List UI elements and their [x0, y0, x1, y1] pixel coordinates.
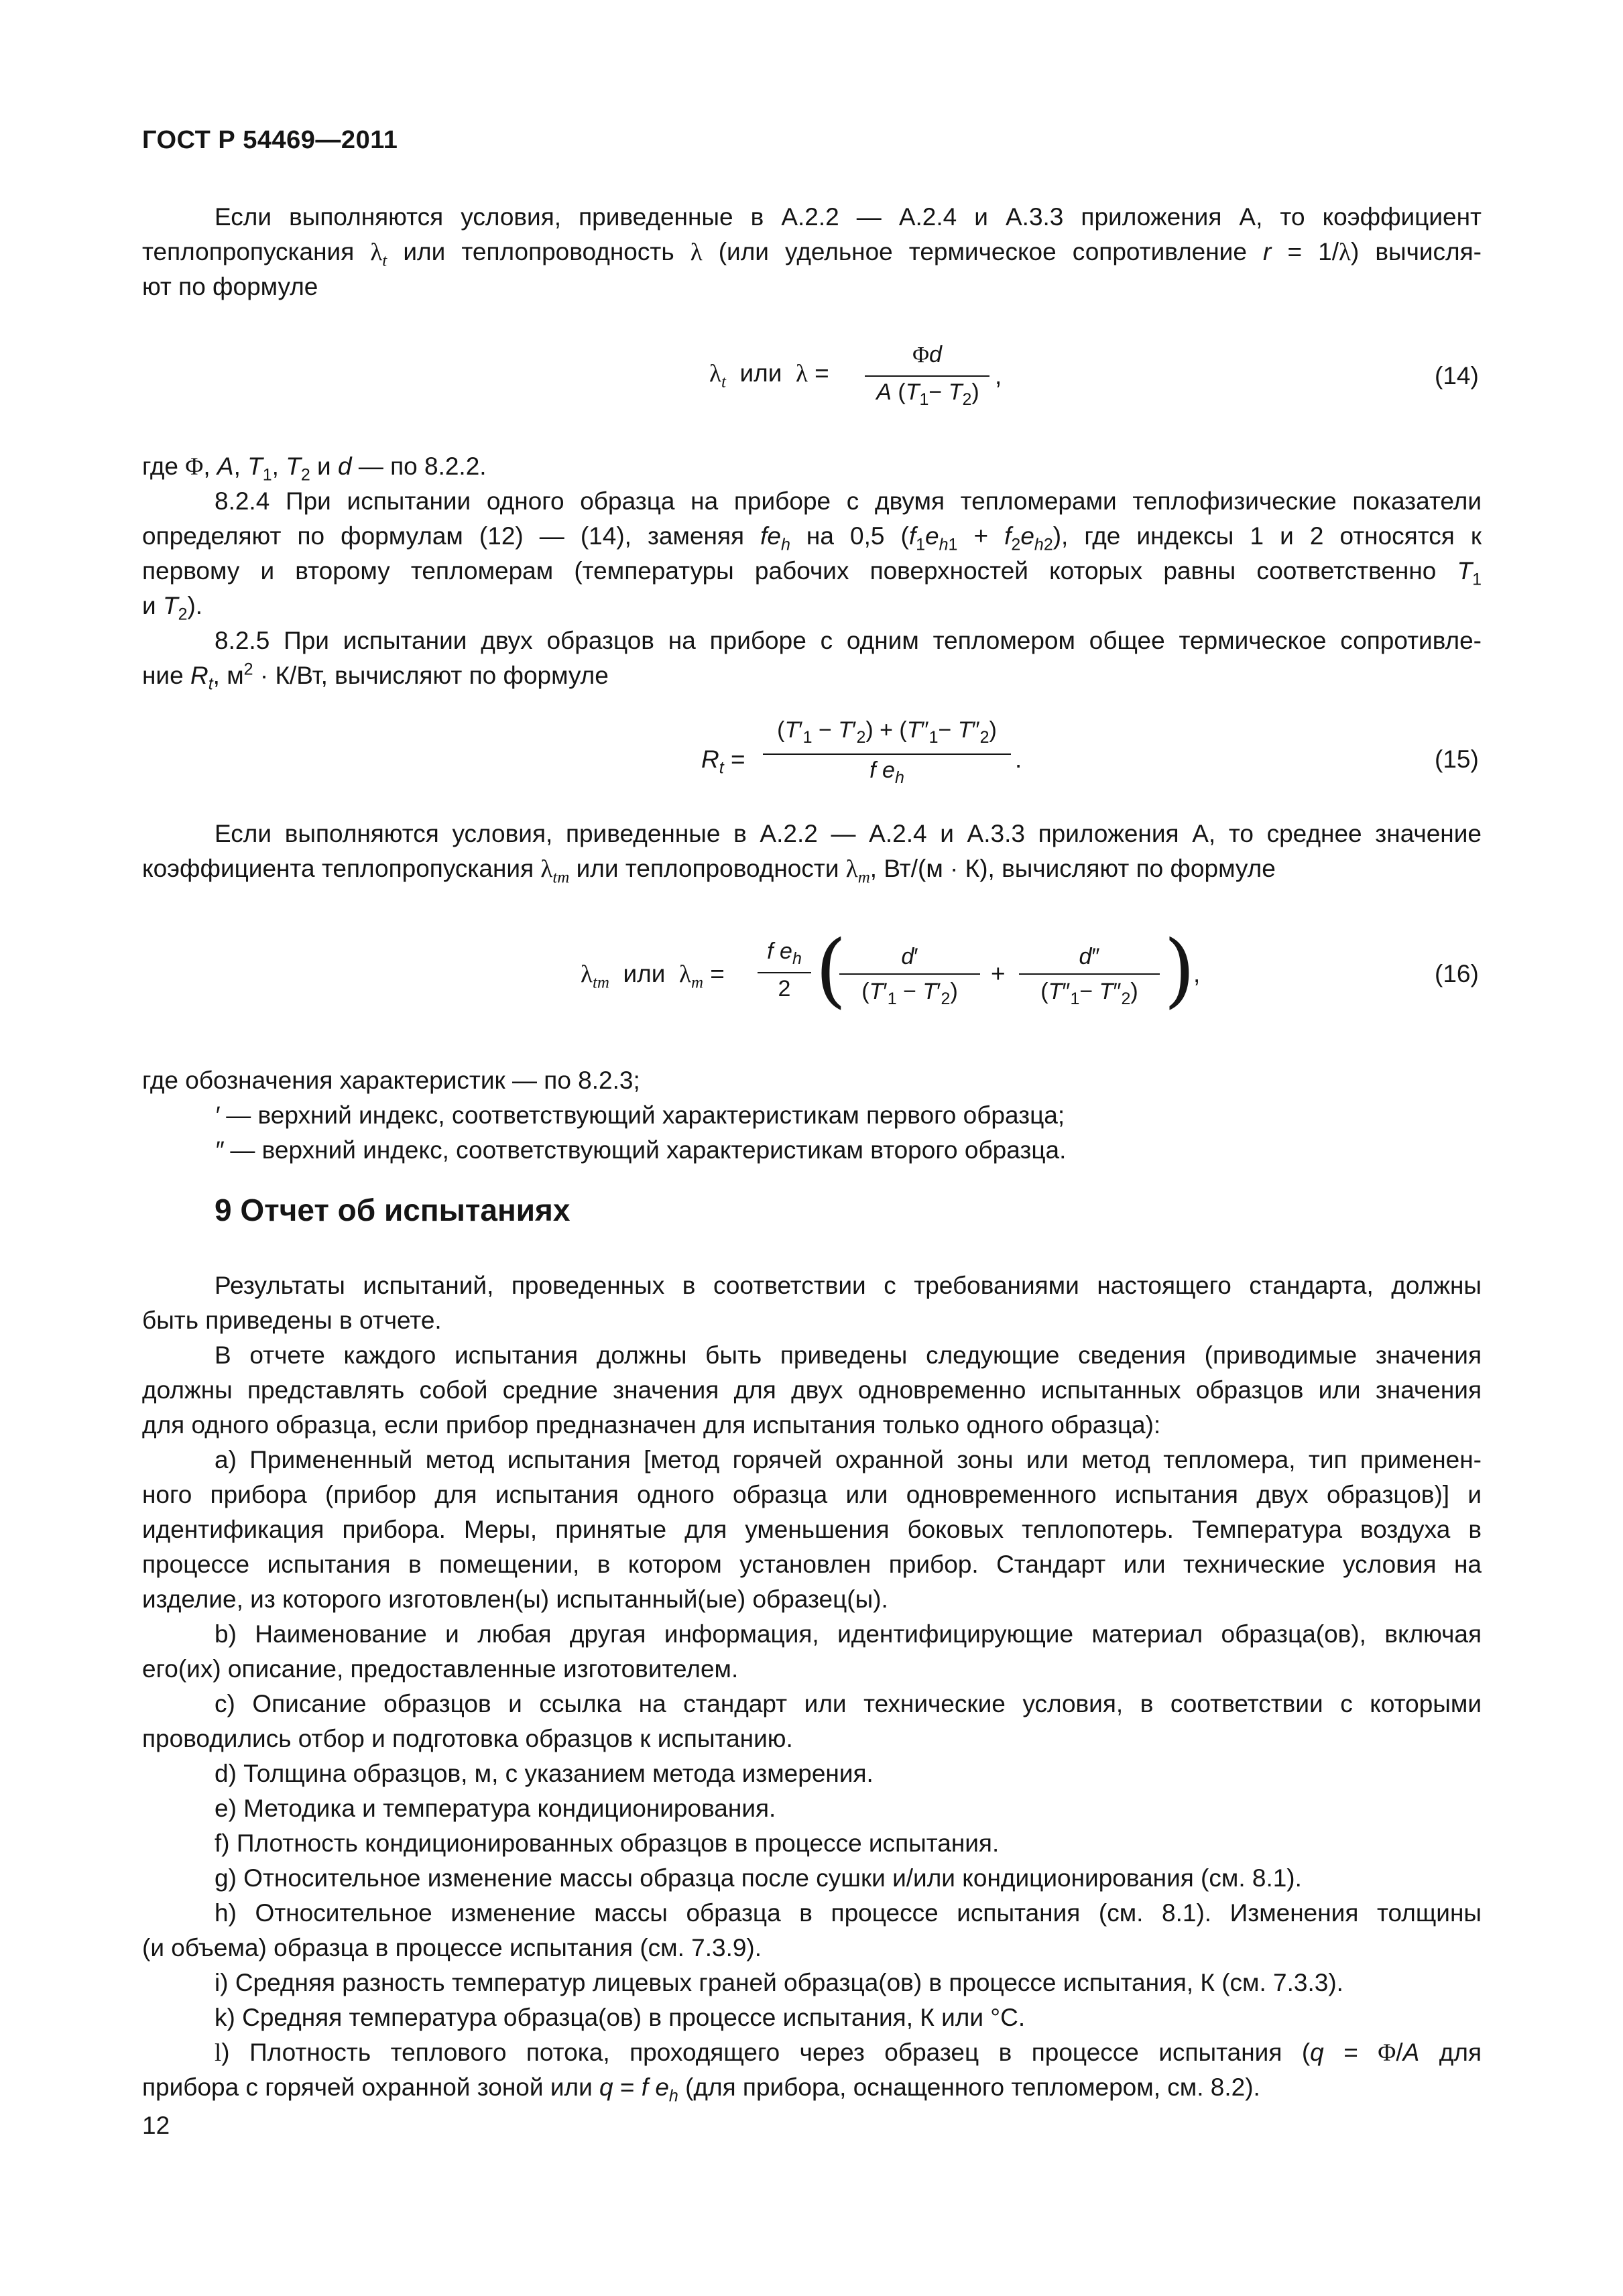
paragraph-line: ного прибора (прибор для испытания одного образца или одновременного испытания двух образцов)] и [142, 1481, 1482, 1508]
paragraph-line: коэффициента теплопропускания $\lambda_{tm}$ или теплопроводности $\lambda_m$, Вт/(м · К), вычисляют по формуле [142, 855, 1276, 887]
left-paren: ( [815, 924, 847, 1017]
plus-sign: + [991, 960, 1006, 987]
paragraph-line: для одного образца, если прибор предназначен для испытания только одного образца): [142, 1411, 1161, 1439]
list-item-l: l) Плотность теплового потока, проходящего через образец в процессе испытания (q = Φ/A для [215, 2039, 1482, 2067]
paragraph-line: где обозначения характеристик — по 8.2.3; [142, 1067, 640, 1094]
formula-16: $\lambda_{tm}$ или $\lambda_m$ = [581, 960, 725, 992]
formula-15-period: . [1015, 745, 1022, 773]
fraction-bar [758, 972, 811, 973]
paragraph-line: первому и второму тепломерам (температуры рабочих поверхностей которых равны соответственно $T_1$ [142, 557, 1482, 589]
section-heading: 9 Отчет об испытаниях [215, 1193, 570, 1227]
paragraph-line: где Φ, A, $T_1$, $T_2$ и d — по 8.2.2. [142, 452, 487, 485]
equation-number: (15) [1435, 745, 1479, 773]
equation-number: (14) [1435, 362, 1479, 389]
formula-14-comma: , [995, 362, 1002, 389]
fraction-bar [1019, 973, 1160, 975]
formula-15-numerator: $(T'_1 - T'_2) + (T''_1- T''_2)$ [777, 717, 997, 747]
paragraph-line: определяют по формулам (12) — (14), заменяя $fe_h$ на 0,5 $(f_1e_{h1} + f_2e_{h2})$, где индексы 1 и 2 относятся к [142, 522, 1482, 554]
fraction-bar [839, 973, 980, 975]
paragraph-line: В отчете каждого испытания должны быть приведены следующие сведения (приводимые значения [215, 1341, 1482, 1369]
formula-14: $\lambda_t$ или λ = [709, 359, 829, 391]
paragraph-line: Если выполняются условия, приведенные в А.2.2 — А.2.4 и А.3.3 приложения А, то коэффициент [215, 203, 1482, 231]
paragraph-line: изделие, из которого изготовлен(ы) испытанный(ые) образец(ы). [142, 1585, 888, 1613]
list-item-a: a) Примененный метод испытания [метод горячей охранной зоны или метод тепломера, тип применен- [215, 1446, 1482, 1473]
list-item-e: e) Методика и температура кондиционирования. [215, 1795, 776, 1822]
paragraph-line: идентификация прибора. Меры, принятые для уменьшения боковых теплопотерь. Температура воздуха в [142, 1516, 1482, 1543]
formula-16-denominator: 2 [778, 976, 791, 1002]
paragraph-line: теплопропускания $\lambda_t$ или теплопроводность λ (или удельное термическое сопротивление r = 1/λ) вычисля- [142, 238, 1482, 270]
paragraph-line: его(их) описание, предоставленные изготовителем. [142, 1655, 739, 1683]
formula-15: $R_t$ = [701, 745, 745, 778]
paragraph-line: процессе испытания в помещении, в котором установлен прибор. Стандарт или технические условия на [142, 1551, 1482, 1578]
formula-16-frac2-den: $(T''_1- T''_2)$ [1040, 979, 1138, 1008]
fraction-bar [763, 753, 1011, 755]
paragraph-line: (и объема) образца в процессе испытания (см. 7.3.9). [142, 1934, 762, 1961]
list-item-b: b) Наименование и любая другая информация, идентифицирующие материал образца(ов), включая [215, 1620, 1482, 1648]
paragraph-line: и $T_2$). [142, 592, 203, 624]
list-item-g: g) Относительное изменение массы образца после сушки и/или кондиционирования (см. 8.1). [215, 1864, 1302, 1892]
paragraph-line: Если выполняются условия, приведенные в А.2.2 — А.2.4 и А.3.3 приложения А, то среднее значение [215, 820, 1482, 847]
list-item-i: i) Средняя разность температур лицевых граней образца(ов) в процессе испытания, К (см. 7.3.3). [215, 1969, 1343, 1996]
paragraph-line: 8.2.5 При испытании двух образцов на приборе с одним тепломером общее термическое сопротивле- [215, 627, 1482, 654]
paragraph-line: проводились отбор и подготовка образцов к испытанию. [142, 1725, 793, 1752]
standard-id: ГОСТ Р 54469—2011 [142, 126, 398, 154]
equation-number: (16) [1435, 960, 1479, 987]
formula-16-frac2-num: d″ [1079, 944, 1100, 969]
list-item-d: d) Толщина образцов, м, с указанием метода измерения. [215, 1760, 874, 1787]
fraction-bar [865, 375, 989, 377]
paragraph-line: ′ — верхний индекс, соответствующий характеристикам первого образца; [215, 1101, 1065, 1129]
list-item-h: h) Относительное изменение массы образца в процессе испытания (см. 8.1). Изменения толщины [215, 1899, 1482, 1927]
formula-16-numerator: f $e_h$ [767, 939, 802, 968]
formula-14-denominator: A $(T_1- T_2)$ [876, 379, 979, 409]
paragraph-line: прибора с горячей охранной зоной или q = f $e_h$ (для прибора, оснащенного тепломером, см. 8.2). [142, 2073, 1260, 2106]
paragraph-line: должны представлять собой средние значения для двух одновременно испытанных образцов или значения [142, 1376, 1482, 1404]
formula-15-denominator: f $e_h$ [869, 758, 904, 787]
list-item-k: k) Средняя температура образца(ов) в процессе испытания, К или °С. [215, 2004, 1026, 2031]
paragraph-line: Результаты испытаний, проведенных в соответствии с требованиями настоящего стандарта, должны [215, 1272, 1482, 1299]
page-number: 12 [142, 2112, 170, 2139]
formula-16-frac1-num: d′ [901, 944, 918, 969]
paragraph-line: ″ — верхний индекс, соответствующий характеристикам второго образца. [215, 1136, 1067, 1164]
paragraph-line: ние $R_t$, $м^2 \cdot К/Вт$, вычисляют по формуле [142, 660, 609, 694]
paragraph-line: ют по формуле [142, 273, 318, 300]
formula-16-frac1-den: $(T'_1 - T'_2)$ [861, 979, 958, 1008]
list-item-c: c) Описание образцов и ссылка на стандарт или технические условия, в соответствии с которыми [215, 1690, 1482, 1717]
formula-14-numerator: Φd [912, 342, 942, 367]
paragraph-line: 8.2.4 При испытании одного образца на приборе с двумя тепломерами теплофизические показатели [215, 487, 1482, 515]
list-item-f: f) Плотность кондиционированных образцов в процессе испытания. [215, 1829, 1000, 1857]
formula-16-comma: , [1193, 960, 1201, 987]
paragraph-line: быть приведены в отчете. [142, 1307, 442, 1334]
right-paren: ) [1164, 924, 1195, 1017]
